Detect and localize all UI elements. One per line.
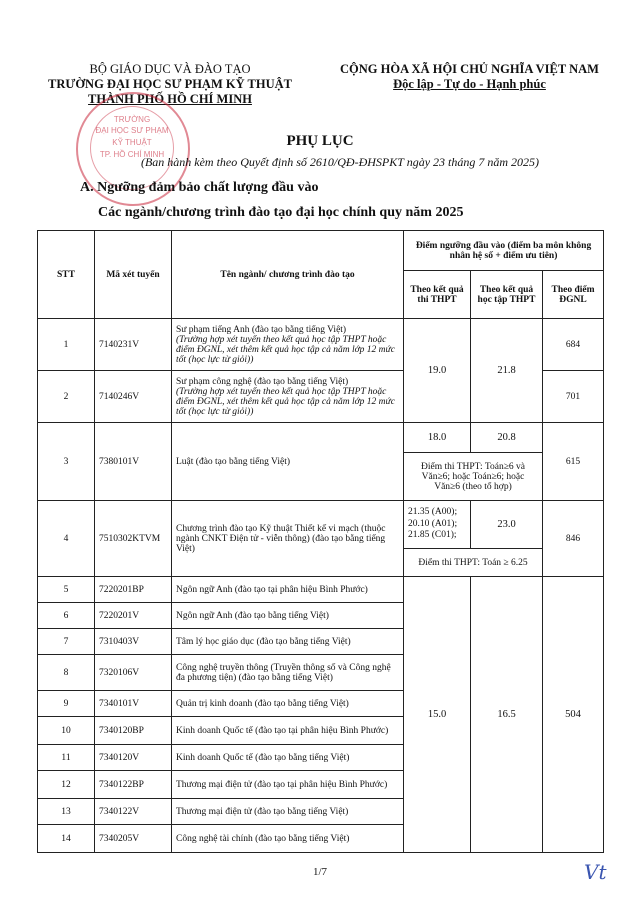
cell-stt: 11 xyxy=(38,745,95,771)
cell-dgnl: 701 xyxy=(543,371,604,423)
cell-code: 7340120BP xyxy=(95,717,172,745)
cell-code: 7340122BP xyxy=(95,771,172,799)
stamp-text-2: ĐẠI HỌC SƯ PHẠM xyxy=(95,126,169,135)
thpt-c01: 21.85 (C01); xyxy=(408,530,457,541)
cell-program: Công nghệ truyền thông (Truyền thông số và Công nghệ đa phương tiện) (đào tạo bằng tiếng Việt) xyxy=(172,655,404,691)
table-row xyxy=(38,423,604,453)
cell-program: Quản trị kinh doanh (đào tạo bằng tiếng Việt) xyxy=(172,691,404,717)
program-name: Sư phạm tiếng Anh (đào tạo bằng tiếng Việt) xyxy=(176,324,347,335)
stamp-text-3: KỸ THUẬT xyxy=(112,138,152,147)
cell-program: Tâm lý học giáo dục (đào tạo bằng tiếng Việt) xyxy=(172,629,404,655)
cell-code: 7220201V xyxy=(95,603,172,629)
cell-condition: Điểm thi THPT: Toán≥6 và Văn≥6; hoặc Toán≥6; hoặc Văn≥6 (theo tổ hợp) xyxy=(404,453,543,501)
cell-code: 7320106V xyxy=(95,655,172,691)
page-title: PHỤ LỤC xyxy=(286,133,354,149)
table-row xyxy=(38,319,604,371)
cell-code: 7340101V xyxy=(95,691,172,717)
stamp-text-4: TP. HỒ CHÍ MINH xyxy=(99,150,165,159)
section-subheading: Các ngành/chương trình đào tạo đại học chính quy năm 2025 xyxy=(98,205,464,220)
cell-stt: 4 xyxy=(38,501,95,577)
cell-code: 7140231V xyxy=(95,319,172,371)
header-dgnl: Theo điểm ĐGNL xyxy=(543,271,604,319)
nation-motto: Độc lập - Tự do - Hạnh phúc xyxy=(393,77,546,91)
section-heading: A. Ngưỡng đảm bảo chất lượng đầu vào xyxy=(80,180,319,195)
page-number: 1/7 xyxy=(312,866,328,878)
cell-hoctap: 20.8 xyxy=(471,423,543,453)
cell-program xyxy=(172,319,404,371)
cell-dgnl: 684 xyxy=(543,319,604,371)
cell-program: Kinh doanh Quốc tế (đào tạo tại phân hiệu Bình Phước) xyxy=(172,717,404,745)
table-row xyxy=(38,501,604,549)
cell-thpt: 18.0 xyxy=(404,423,471,453)
stamp-text-1: TRƯỜNG xyxy=(113,115,151,124)
cell-program: Thương mại điện tử (đào tạo tại phân hiệu Bình Phước) xyxy=(172,771,404,799)
cell-dgnl: 846 xyxy=(543,501,604,577)
cell-dgnl: 615 xyxy=(543,423,604,501)
cell-program: Chương trình đào tạo Kỹ thuật Thiết kế vi mạch (thuộc ngành CNKT Điện tử - viễn thông) (đào tạo bằng tiếng Việt) xyxy=(172,501,404,577)
cell-code: 7380101V xyxy=(95,423,172,501)
cell-stt: 5 xyxy=(38,577,95,603)
university-city: THÀNH PHỐ HỒ CHÍ MINH xyxy=(88,92,252,106)
cell-program: Thương mại điện tử (đào tạo bằng tiếng Việt) xyxy=(172,799,404,825)
cell-code: 7340205V xyxy=(95,825,172,853)
cell-stt: 9 xyxy=(38,691,95,717)
cell-stt: 13 xyxy=(38,799,95,825)
cell-program: Kinh doanh Quốc tế (đào tạo bằng tiếng Việt) xyxy=(172,745,404,771)
header-program: Tên ngành/ chương trình đào tạo xyxy=(172,231,404,319)
cell-code: 7140246V xyxy=(95,371,172,423)
cell-code: 7510302KTVM xyxy=(95,501,172,577)
cell-thpt xyxy=(404,501,471,549)
cell-stt: 7 xyxy=(38,629,95,655)
cell-condition: Điểm thi THPT: Toán ≥ 6.25 xyxy=(404,549,543,577)
cell-stt: 8 xyxy=(38,655,95,691)
cell-stt: 14 xyxy=(38,825,95,853)
page-subtitle: (Ban hành kèm theo Quyết định số 2610/QĐ-ĐHSPKT ngày 23 tháng 7 năm 2025) xyxy=(140,155,540,169)
cell-thpt: 15.0 xyxy=(404,577,471,853)
cell-stt: 2 xyxy=(38,371,95,423)
thpt-a00: 21.35 (A00); xyxy=(408,506,458,517)
cell-dgnl: 504 xyxy=(543,577,604,853)
header-stt: STT xyxy=(38,231,95,319)
cell-hoctap: 21.8 xyxy=(471,319,543,423)
handwritten-initials: Vt xyxy=(584,860,607,884)
cell-hoctap: 16.5 xyxy=(471,577,543,853)
cell-program xyxy=(172,371,404,423)
cell-thpt: 19.0 xyxy=(404,319,471,423)
admission-threshold-table xyxy=(37,230,604,853)
program-name: Sư phạm công nghệ (đào tạo bằng tiếng Việt) xyxy=(176,376,349,387)
header-code: Mã xét tuyển xyxy=(95,231,172,319)
thpt-a01: 20.10 (A01); xyxy=(408,518,458,529)
ministry-name: BỘ GIÁO DỤC VÀ ĐÀO TẠO xyxy=(89,62,251,76)
cell-stt: 3 xyxy=(38,423,95,501)
cell-code: 7340120V xyxy=(95,745,172,771)
cell-code: 7340122V xyxy=(95,799,172,825)
cell-stt: 12 xyxy=(38,771,95,799)
program-note: (Trường hợp xét tuyển theo kết quả học tập THPT hoặc điểm ĐGNL, xét thêm kết quả học tập cả năm lớp 12 mức tốt (học lực từ giỏi)) xyxy=(176,386,395,417)
header-hoctap: Theo kết quả học tập THPT xyxy=(471,271,543,319)
cell-hoctap: 23.0 xyxy=(471,501,543,549)
header-threshold: Điểm ngưỡng đầu vào (điểm ba môn không nhân hệ số + điểm ưu tiên) xyxy=(404,231,604,271)
program-note: (Trường hợp xét tuyển theo kết quả học tập THPT hoặc điểm ĐGNL, xét thêm kết quả học tập cả năm lớp 12 mức tốt (học lực từ giỏi)) xyxy=(176,334,395,365)
cell-stt: 1 xyxy=(38,319,95,371)
cell-program: Ngôn ngữ Anh (đào tạo bằng tiếng Việt) xyxy=(172,603,404,629)
cell-program: Công nghệ tài chính (đào tạo bằng tiếng Việt) xyxy=(172,825,404,853)
cell-code: 7220201BP xyxy=(95,577,172,603)
nation-name: CỘNG HÒA XÃ HỘI CHỦ NGHĨA VIỆT NAM xyxy=(340,62,599,76)
university-name: TRƯỜNG ĐẠI HỌC SƯ PHẠM KỸ THUẬT xyxy=(48,77,292,91)
table-row xyxy=(38,577,604,603)
cell-stt: 6 xyxy=(38,603,95,629)
cell-code: 7310403V xyxy=(95,629,172,655)
cell-program: Luật (đào tạo bằng tiếng Việt) xyxy=(172,423,404,501)
header-thpt: Theo kết quả thi THPT xyxy=(404,271,471,319)
cell-program: Ngôn ngữ Anh (đào tạo tại phân hiệu Bình Phước) xyxy=(172,577,404,603)
cell-stt: 10 xyxy=(38,717,95,745)
